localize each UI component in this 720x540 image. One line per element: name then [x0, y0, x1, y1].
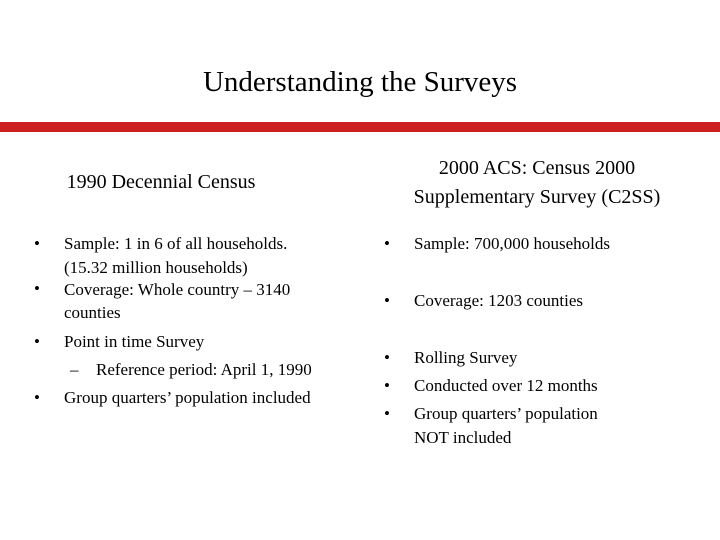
item-text: Group quarters’ population included: [64, 388, 311, 407]
list-item: [30, 278, 375, 324]
list-item: [380, 374, 710, 398]
list-item: [380, 232, 710, 256]
list-item: [30, 386, 375, 410]
right-heading-line1: 2000 ACS: Census 2000: [438, 157, 636, 179]
right-column-heading: [372, 154, 702, 212]
bullet-icon: •: [34, 279, 40, 298]
item-text: Coverage: 1203 counties: [414, 291, 584, 310]
item-text-continued: counties: [64, 303, 121, 322]
left-column-heading: 1990 Decennial Census: [66, 171, 256, 193]
left-bullet-list: [30, 232, 375, 410]
title-divider: [0, 122, 720, 132]
bullet-icon: •: [34, 332, 40, 351]
list-item: [380, 346, 710, 370]
slide-title: Understanding the Surveys: [202, 66, 518, 98]
list-item: [380, 289, 710, 313]
item-text: Coverage: Whole country – 3140: [64, 280, 291, 299]
list-item: [30, 330, 375, 354]
bullet-icon: •: [34, 234, 40, 253]
item-text-continued: NOT included: [414, 428, 512, 447]
bullet-icon: •: [34, 388, 40, 407]
list-item: [30, 232, 375, 280]
right-bullet-list: [380, 232, 710, 450]
item-text: Group quarters’ population: [414, 404, 598, 423]
item-text: Sample: 700,000 households: [414, 234, 610, 253]
bullet-icon: •: [384, 376, 390, 395]
list-item: [30, 358, 375, 382]
item-text: Rolling Survey: [414, 348, 518, 367]
list-item: [380, 402, 710, 450]
item-text: Sample: 1 in 6 of all households.: [64, 234, 288, 253]
item-text-continued: (15.32 million households): [64, 258, 248, 277]
dash-icon: –: [70, 360, 79, 379]
item-text: Conducted over 12 months: [414, 376, 598, 395]
item-text: Reference period: April 1, 1990: [96, 360, 312, 379]
right-heading-line2: Supplementary Survey (C2SS): [413, 186, 661, 208]
bullet-icon: •: [384, 291, 390, 310]
bullet-icon: •: [384, 234, 390, 253]
item-text: Point in time Survey: [64, 332, 205, 351]
bullet-icon: •: [384, 404, 390, 423]
bullet-icon: •: [384, 348, 390, 367]
